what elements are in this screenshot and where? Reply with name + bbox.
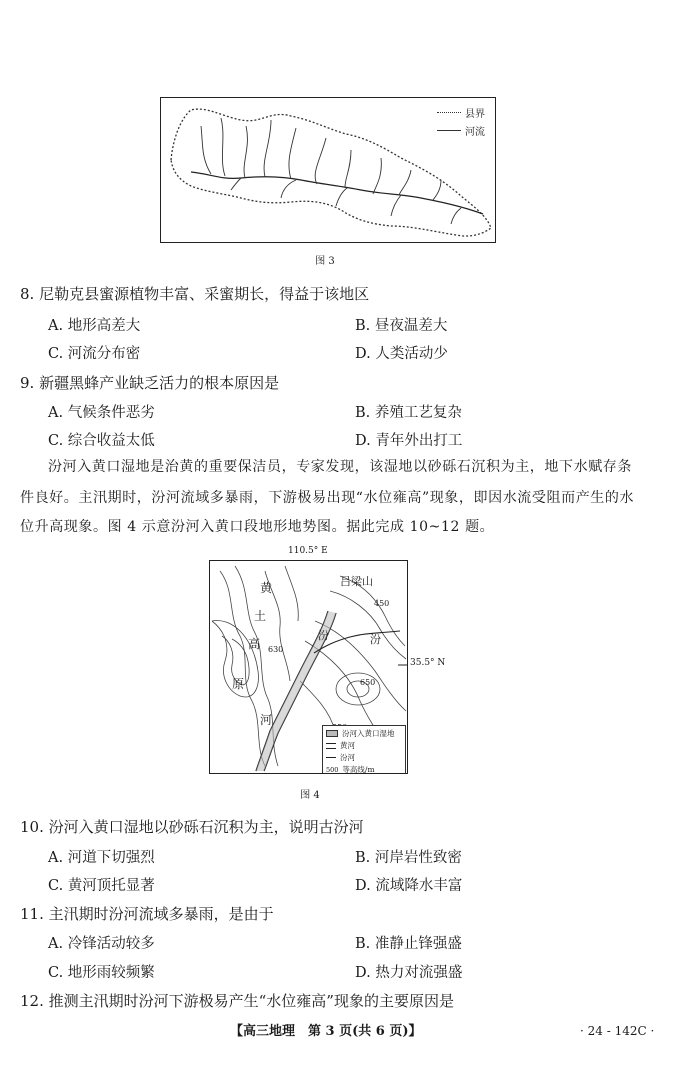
wetland-symbol: [326, 730, 338, 737]
footer-code: · 24 - 142C ·: [580, 1024, 655, 1038]
legend-county-border-label: 县界: [465, 109, 485, 120]
legend-contour: [326, 764, 402, 774]
question-9-option-b: B. 养殖工艺复杂: [355, 405, 462, 421]
legend-yellow-river-label: 黄河: [340, 741, 355, 750]
figure4-lat-label: 35.5° N: [410, 658, 446, 668]
figure4-lon-label: 110.5° E: [288, 546, 328, 556]
figure4-caption: 图 4: [300, 790, 320, 801]
question-9-stem: 9. 新疆黑蜂产业缺乏活力的根本原因是: [20, 374, 280, 392]
question-11-option-a: A. 冷锋活动较多: [48, 936, 155, 952]
footer-page-info: 【高三地理 第 3 页(共 6 页)】: [230, 1024, 422, 1039]
contour-label-450: 450: [374, 599, 390, 608]
label-lvliang: 吕梁山: [340, 575, 373, 588]
passage-line-3: 位升高现象。图 4 示意汾河入黄口段地形地势图。据此完成 10~12 题。: [20, 519, 495, 535]
label-fen2: 汾: [370, 633, 381, 646]
contour-label-650: 650: [360, 678, 376, 687]
question-8-option-c: C. 河流分布密: [48, 346, 141, 362]
label-huang: 黄: [260, 581, 273, 595]
passage-line-1: 汾河入黄口湿地是治黄的重要保洁员，专家发现，该湿地以砂砾石沉积为主，地下水赋存条: [48, 459, 632, 475]
legend-contour-value: 500: [326, 765, 339, 774]
county-border-symbol: [437, 112, 461, 113]
question-10-option-b: B. 河岸岩性致密: [355, 850, 462, 866]
question-11-option-d: D. 热力对流强盛: [355, 965, 463, 981]
label-gao: 高: [248, 637, 261, 651]
label-tu: 土: [254, 609, 267, 623]
figure4-map: [209, 560, 408, 774]
legend-fen-river: [326, 752, 402, 763]
legend-river: [437, 123, 485, 138]
yellow-river-symbol: [326, 743, 336, 749]
fen-river-symbol: [326, 757, 336, 758]
question-9-option-c: C. 综合收益太低: [48, 433, 155, 449]
question-10-option-c: C. 黄河顶托显著: [48, 878, 155, 894]
label-he: 河: [260, 713, 273, 727]
question-9-option-d: D. 青年外出打工: [355, 433, 463, 449]
legend-river-label: 河流: [465, 127, 485, 138]
label-fen: 汾: [318, 629, 329, 642]
figure4-legend: [322, 725, 406, 774]
question-10-stem: 10. 汾河入黄口湿地以砂砾石沉积为主，说明古汾河: [20, 818, 364, 836]
river-symbol: [437, 130, 461, 131]
label-yuan: 原: [232, 677, 245, 691]
question-10-option-a: A. 河道下切强烈: [48, 850, 155, 866]
passage-line-2: 件良好。主汛期时，汾河流域多暴雨，下游极易出现“水位雍高”现象，即因水流受阻而产生的水: [20, 490, 635, 506]
question-12-stem: 12. 推测主汛期时汾河下游极易产生“水位雍高”现象的主要原因是: [20, 992, 454, 1010]
legend-yellow-river: [326, 740, 402, 751]
question-8-option-a: A. 地形高差大: [48, 318, 141, 334]
question-8-option-d: D. 人类活动少: [355, 346, 448, 362]
question-8-option-b: B. 昼夜温差大: [355, 318, 448, 334]
question-10-option-d: D. 流域降水丰富: [355, 878, 463, 894]
question-11-option-c: C. 地形雨较频繁: [48, 965, 155, 981]
legend-fen-river-label: 汾河: [340, 753, 355, 762]
legend-wetland: [326, 728, 402, 739]
figure3-map: [160, 97, 496, 243]
legend-contour-label: 等高线/m: [342, 765, 375, 774]
question-9-option-a: A. 气候条件恶劣: [48, 405, 155, 421]
contour-label-630: 630: [268, 645, 284, 654]
legend-wetland-label: 汾河入黄口湿地: [342, 729, 395, 738]
question-8-stem: 8. 尼勒克县蜜源植物丰富、采蜜期长，得益于该地区: [20, 285, 370, 303]
question-11-stem: 11. 主汛期时汾河流域多暴雨，是由于: [20, 905, 274, 923]
figure3-caption: 图 3: [315, 256, 335, 267]
question-11-option-b: B. 准静止锋强盛: [355, 936, 462, 952]
figure3-legend: [433, 102, 489, 141]
legend-county-border: [437, 105, 485, 120]
